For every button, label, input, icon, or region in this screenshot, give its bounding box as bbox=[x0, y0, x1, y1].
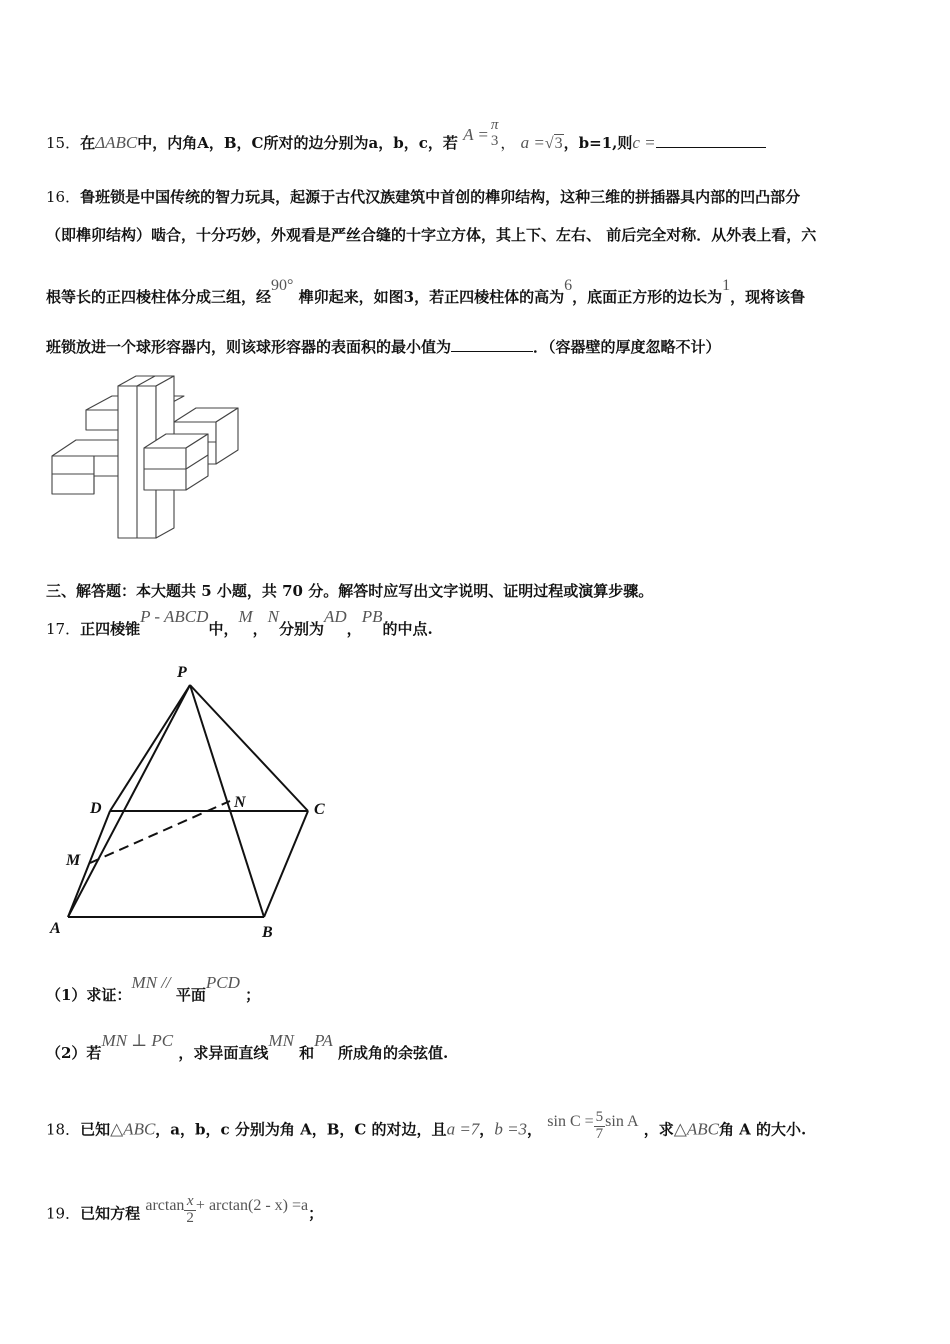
q16-text-l3d: ，底面正方形的边长为 bbox=[572, 288, 723, 306]
q19-equation-rest: + arctan(2 - x) =a bbox=[195, 1197, 309, 1215]
q16-line-3 bbox=[46, 277, 806, 307]
q16-text-l3b: 榫卯起来，如图 bbox=[298, 288, 404, 306]
q16-text-l3a: 根等长的正四棱柱体分成三组，经 bbox=[46, 288, 272, 306]
q18-triangle-2: △ABC bbox=[673, 1119, 719, 1139]
q16-text-l3e: ，现将该鲁 bbox=[730, 288, 806, 306]
q17-M: M bbox=[238, 607, 253, 626]
q17-part1-text-b: 平面 bbox=[175, 986, 206, 1004]
q18-sinC: sin C = bbox=[547, 1113, 594, 1131]
label-B: B bbox=[262, 924, 273, 941]
q15-eq-a: a = bbox=[520, 132, 545, 152]
q16-line-4 bbox=[46, 336, 721, 357]
q15-root-sign: √ bbox=[544, 134, 554, 152]
q19-number: 19． bbox=[46, 1204, 81, 1223]
q17-part2-pa: PA bbox=[314, 1031, 333, 1050]
q18-text-3: ，求 bbox=[643, 1120, 674, 1139]
edge-BC bbox=[264, 811, 308, 917]
q17-comma-2: ， bbox=[346, 620, 362, 638]
label-A: A bbox=[50, 920, 61, 937]
q19-frac-num: x bbox=[186, 1193, 194, 1209]
q16-number: 16． bbox=[46, 188, 81, 206]
q18-sinA: sin A bbox=[605, 1113, 639, 1131]
q15-comma: ， bbox=[500, 133, 516, 152]
edge-PC bbox=[190, 685, 308, 811]
q17-pyramid: P - ABCD bbox=[140, 607, 209, 626]
q18-comma-2: ， bbox=[527, 1120, 543, 1139]
q18-frac-den: 7 bbox=[595, 1125, 604, 1142]
q17-line bbox=[46, 607, 433, 639]
pyramid-figure bbox=[40, 655, 340, 945]
q18-b-value: b =3 bbox=[494, 1119, 528, 1139]
q16-line-1 bbox=[46, 186, 800, 207]
q19-text-2: ； bbox=[308, 1204, 324, 1223]
q18-frac bbox=[594, 1110, 606, 1143]
q17-part1 bbox=[46, 973, 261, 1005]
section-3-heading bbox=[46, 580, 653, 601]
q18-text-4: 角 A 的大小. bbox=[718, 1120, 807, 1139]
q18-line bbox=[46, 1109, 807, 1147]
q18-text-1: 已知 bbox=[80, 1120, 111, 1139]
q19-frac-den: 2 bbox=[186, 1209, 194, 1226]
q15-text-5: a，b，c，若 bbox=[368, 133, 458, 152]
q17-AD: AD bbox=[324, 607, 347, 626]
q17-comma-1: ， bbox=[252, 620, 268, 638]
edge-PD bbox=[110, 685, 190, 811]
q17-part1-text-c: ； bbox=[245, 986, 261, 1004]
q16-text-l3c: ，若正四棱柱体的高为 bbox=[414, 288, 565, 306]
q17-part2-text-b: ，求异面直线 bbox=[178, 1044, 269, 1062]
q19-text-1: 已知方程 bbox=[80, 1204, 141, 1223]
q16-answer-blank bbox=[451, 339, 533, 352]
q18-comma-1: ， bbox=[479, 1120, 495, 1139]
q15-text-1: 在 bbox=[80, 133, 96, 152]
q18-a-value: a =7 bbox=[446, 1119, 480, 1139]
q17-part1-mn: MN // bbox=[131, 973, 171, 992]
q17-part2-text-a: （2）若 bbox=[46, 1044, 102, 1062]
q15-eq-A: A = bbox=[463, 124, 489, 144]
q16-line-2 bbox=[46, 224, 816, 245]
q17-number: 17． bbox=[46, 620, 81, 638]
q17-text-3: 分别为 bbox=[278, 620, 324, 638]
q15-text-6: ， bbox=[563, 133, 579, 152]
q16-text-line1: 鲁班锁是中国传统的智力玩具，起源于古代汉族建筑中首创的榫卯结构，这种三维的拼插器具内部的凹凸部分 bbox=[80, 188, 801, 206]
edge-PB bbox=[190, 685, 264, 917]
q17-part1-text-a: （1）求证： bbox=[46, 986, 132, 1004]
label-P: P bbox=[177, 664, 187, 681]
q15-triangle: ΔABC bbox=[95, 132, 138, 152]
q15-answer-blank bbox=[656, 135, 766, 148]
q17-part2 bbox=[46, 1031, 449, 1063]
q17-PB: PB bbox=[361, 607, 383, 626]
q15-frac-num: π bbox=[490, 117, 499, 133]
q16-height-value: 6 bbox=[564, 277, 573, 294]
q16-text-line4b: ．（容器壁的厚度忽略不计） bbox=[533, 338, 721, 356]
edge-PA bbox=[68, 685, 190, 917]
luban-lock-figure bbox=[48, 372, 243, 544]
q19-frac bbox=[184, 1194, 196, 1227]
q17-part1-pcd: PCD bbox=[205, 973, 240, 992]
q16-fig-number: 3 bbox=[403, 288, 415, 306]
q18-triangle: △ABC bbox=[110, 1119, 156, 1139]
q15-number: 15． bbox=[46, 133, 81, 152]
q17-part2-cond: MN ⊥ PC bbox=[101, 1031, 174, 1050]
q15-text-2: 中，内角 bbox=[137, 133, 198, 152]
section-3-text: 三、解答题：本大题共 5 小题，共 70 分。解答时应写出文字说明、证明过程或演算步骤。 bbox=[46, 582, 654, 600]
q16-side-value: 1 bbox=[722, 277, 731, 294]
q18-frac-num: 5 bbox=[595, 1109, 604, 1125]
q17-part2-text-d: 所成角的余弦值. bbox=[337, 1044, 449, 1062]
label-C: C bbox=[314, 801, 325, 818]
q17-text-4: 的中点. bbox=[382, 620, 433, 638]
q17-text-1: 正四棱锥 bbox=[80, 620, 141, 638]
q17-part2-text-c: 和 bbox=[299, 1044, 315, 1062]
q18-number: 18． bbox=[46, 1120, 81, 1139]
q15-line bbox=[46, 117, 766, 160]
q16-angle: 90° bbox=[271, 277, 294, 294]
q17-text-2: 中， bbox=[208, 620, 239, 638]
q17-part2-mn: MN bbox=[268, 1031, 294, 1050]
q15-frac-den: 3 bbox=[490, 132, 499, 149]
q15-text-7: b=1,则 bbox=[578, 133, 633, 152]
q15-text-3: A，B，C bbox=[197, 133, 264, 152]
q18-text-2: ，a，b，c 分别为角 A，B，C 的对边，且 bbox=[155, 1120, 447, 1139]
q15-frac-pi3 bbox=[489, 118, 501, 150]
q19-arctan-1: arctan bbox=[145, 1197, 185, 1215]
q19-line bbox=[46, 1193, 324, 1231]
q16-text-line2: （即榫卯结构）啮合，十分巧妙，外观看是严丝合缝的十字立方体，其上下、左右、 前后完全对称．从外表上看，六 bbox=[46, 226, 817, 244]
q15-root-value: 3 bbox=[554, 134, 563, 152]
q17-N: N bbox=[267, 607, 279, 626]
label-D: D bbox=[90, 800, 102, 817]
q16-text-line4a: 班锁放进一个球形容器内，则该球形容器的表面积的最小值为 bbox=[46, 338, 452, 356]
q15-text-4: 所对的边分别为 bbox=[263, 133, 369, 152]
lock-left-bar-front bbox=[52, 456, 94, 494]
label-N: N bbox=[234, 794, 246, 811]
label-M: M bbox=[66, 852, 81, 869]
q15-eq-c: c = bbox=[632, 132, 656, 152]
